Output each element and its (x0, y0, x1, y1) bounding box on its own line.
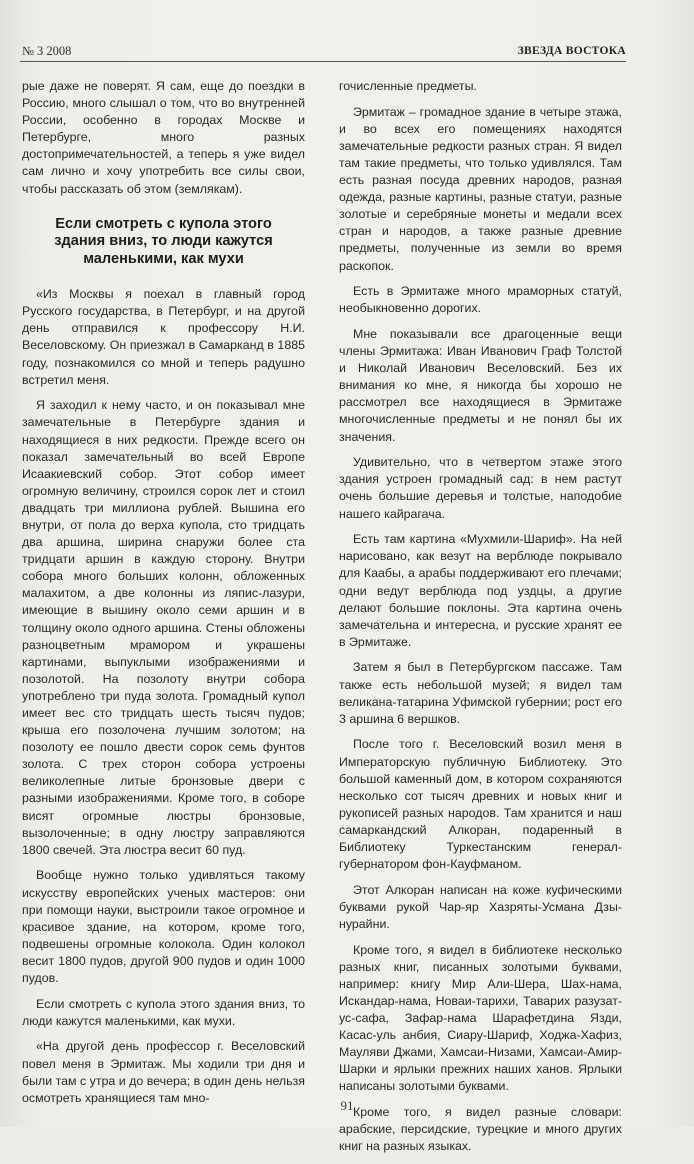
paragraph: «На другой день профессор г. Веселовский повел меня в Эрмитаж. Мы ходили три дня и были там с утра и до вечера; в один день нельзя осмотреть хранящиеся там мно- (22, 1039, 305, 1105)
paragraph: Мне показывали все драгоценные вещи члены Эрмитажа: Иван Иванович Граф Толстой и Николай Иванович Веселовский. Без их внимания ко мне, я никогда бы хорошо не рассмотрел все находящиеся в Эрмитаже многочисленные предметы и не понял бы их значения. (339, 327, 622, 444)
page-header (20, 44, 626, 62)
paragraph: Есть там картина «Мухмили-Шариф». На ней нарисовано, как везут на верблюде покрывало для Каабы, а арабы поддерживают его плечами; одни ведут верблюда под уздцы, а другие делают большие поклоны. Эта картина очень замечательна и интересна, и русские хранят ее в Эрмитаже. (339, 532, 622, 649)
journal-title: ЗВЕЗДА ВОСТОКА (517, 45, 626, 57)
paragraph: Если смотреть с купола этого здания вниз, то люди кажутся маленькими, как мухи. (22, 996, 305, 1028)
page-number: 91 (340, 1098, 354, 1113)
paragraph: Кроме того, я видел в библиотеке несколько разных книг, писанных золотыми буквами, например: книгу Мир Али-Шера, Шах-нама, Искандар-нама, Новаи-тарихи, Таварих разузат-ус-сафа, Зафар-нама Шарафетдина Язди, Касас-уль анбия, Сиару-Шариф, Ходжа-Хафиз, Мауляви Джами, Хамсаи-Низами, Хамсаи-Амир-Шарки и ярлыки прежних наших ханов. Ярлыки написаны золотыми буквами. (339, 942, 622, 1094)
right-column (339, 78, 622, 1164)
header-rule (20, 61, 626, 62)
left-column (22, 78, 305, 1115)
paragraph: Есть в Эрмитаже много мраморных статуй, необыкновенно дорогих. (339, 284, 622, 316)
paragraph: Я заходил к нему часто, и он показывал мне замечательные в Петербурге здания и находящиеся в них редкости. Прежде всего он показал замечательный во всей Европе Исаакиевский собор. Этот собор имеет огромную величину, строился сорок лет и стоил двадцать три миллиона рублей. Вышина его внутри, от пола до верха купола, сто тридцать два аршина, ширина снаружи более ста тридцати аршин в каждую сторону. Внутри собора много больших колонн, обложенных малахитом, а две колонны из ляпис-лазури, имеющие в вышину около семи аршин и в толщину около одного аршина. Стены обложены разноцветным мрамором и украшены картинами, выпуклыми изображениями и позолотой. На позолоту внутри собора употреблено три пуда золота. Громадный купол имеет вес сто тридцать шесть тысяч пудов; крыша его позолочена лучшим золотом; на позолоту ее пошло двести сорок семь фунтов золота. С трех сторон собора устроены великолепные литые бронзовые двери с разными изображениями. Кроме того, в соборе висят огромные люстры бронзовые, вызолоченные; в одну люстру заправляются 1800 свечей. Эта люстра весит 60 пуд. (22, 398, 305, 857)
paragraph: Кроме того, я видел разные словари: арабские, персидские, турецкие и много других книг на разных языках. (339, 1105, 622, 1154)
paragraph: Эрмитаж – громадное здание в четыре этажа, и во всех его помещениях находятся замечательные редкости разных стран. Я видел там такие предметы, что только удивлялся. Там есть разная посуда древних народов, разная одежда, разные картины, разные статуи, разные золотые и серебряные монеты и медали всех стран и народов, а также разные древние предметы, полученные из земли во время раскопок. (339, 104, 622, 273)
paragraph: «Из Москвы я поехал в главный город Русского государства, в Петербург, и на другой день отправился к профессору Н.И. Веселовскому. Он приезжал в Самарканд в 1885 году, познакомился со мной и теперь радушно встретил меня. (22, 287, 305, 387)
paragraph: Затем я был в Петербургском пассаже. Там также есть небольшой музей; я видел там великана-татарина Уфимской губернии; рост его 3 аршина 6 вершков. (339, 660, 622, 726)
paragraph: рые даже не поверят. Я сам, еще до поездки в Россию, много слышал о том, что во внутренней России, особенно в городах Москве и Петербурге, много разных достопримечательностей, а теперь я уже видел сам лично и хочу употребить все силы свои, чтобы рассказать об этом (землякам). (22, 79, 305, 196)
paragraph: Удивительно, что в четвертом этаже этого здания устроен громадный сад: в нем растут очень большие деревья и толстые, наподобие нашего кайрагача. (339, 455, 622, 521)
section-heading: Если смотреть с купола этого здания вниз, то люди кажутся маленькими, как мухи (54, 215, 273, 267)
paragraph: Вообще нужно только удивляться такому искусству европейских ученых мастеров: они при помощи науки, выстроили такое огромное и красивое здание, на котором, кроме того, подвешены огромные колокола. Один колокол весит 1800 пудов, другой 900 пудов и один 1000 пудов. (22, 868, 305, 985)
issue-number: № 3 2008 (22, 44, 72, 58)
paragraph: гочисленные предметы. (339, 79, 477, 93)
paragraph: Этот Алкоран написан на коже куфическими буквами рукой Чар-яр Хазряты-Усмана Дзы-нурайни. (339, 882, 622, 931)
paragraph: После того г. Веселовский возил меня в Императорскую публичную Библиотеку. Это большой каменный дом, в котором сохраняются несколько сот тысяч древних и новых книг и рукописей разных народов. Там хранится и наш самаркандский Алкоран, подаренный в Библиотеку Туркестанским генерал-губернатором фон-Кауфманом. (339, 737, 622, 872)
